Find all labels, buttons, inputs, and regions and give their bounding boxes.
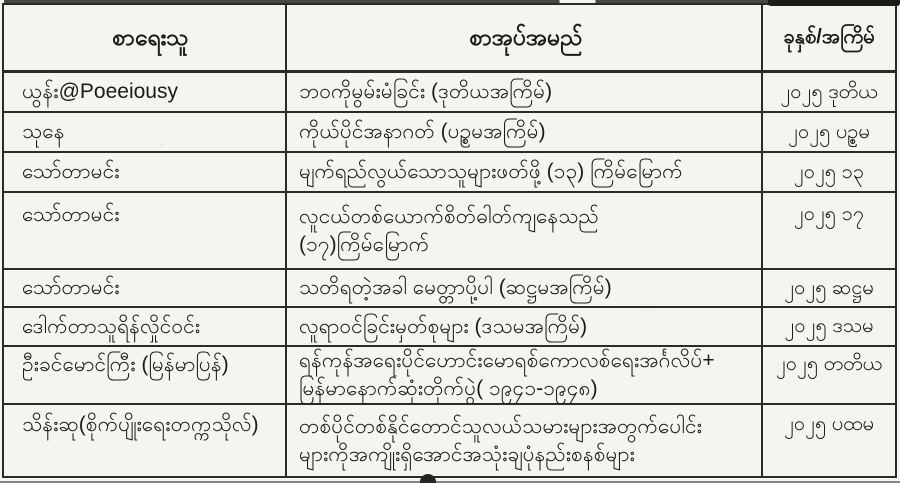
year-edition-cell: ၂၀၂၅ တတိယ [763,347,895,405]
book-title-cell: ရန်ကုန်အရေးပိုင်ဟောင်းမောရစ်ကောလစ်ရေးအင်္ဂလိပ်+ မြန်မာနောက်ဆုံးတိုက်ပွဲ( ၁၉၄၁-၁၉၄၈) [287,347,763,405]
year-edition-cell: ၂၀၂၅ ပထမ [784,413,874,435]
header-year-edition: ခုနှစ်/အကြိမ် [763,5,895,73]
book-title-cell: တစ်ပိုင်တစ်နိုင်တောင်သူလယ်သမားများအတွက်ပေါင်း များကိုအကျိုးရှိအောင်အသုံးချပုံနည်းစနစ်များ [287,405,763,476]
book-title-cell: မျက်ရည်လွယ်သောသူများဖတ်ဖို့ (၁၃) ကြိမ်မြောက် [287,153,763,193]
book-title-cell: လူရာဝင်ခြင်းမှတ်စုများ (ဒသမအကြိမ်) [287,308,763,347]
author-cell: ဒေါက်တာသူရိန်လှိုင်ဝင်း [4,308,287,347]
year-edition-cell: ၂၀၂၅ ၁၇ [763,193,895,270]
author-cell: သုနေ [4,113,287,153]
scan-artifact-top-right-smudge [768,0,900,6]
year-edition-cell: ၂၀၂၅ ပဉ္စမ [763,113,895,153]
book-title-cell: ဘဝကိုမွမ်းမံခြင်း (ဒုတိယအကြိမ်) [287,73,763,113]
header-author: စာရေးသူ [4,5,287,73]
book-title-cell: သတိရတဲ့အခါ မေတ္တာပို့ပါ (ဆဋ္ဌမအကြိမ်) [287,270,763,308]
author-cell: သော်တာမင်း [4,270,287,308]
author-cell: သော်တာမင်း [4,153,287,193]
author-cell: သိန်းဆု(စိုက်ပျိုးရေးတက္ကသိုလ်) [4,405,287,476]
scan-artifact-top-edge [4,0,900,3]
book-title-cell: လူငယ်တစ်ယောက်စိတ်ဓါတ်ကျနေသည် (၁၇)ကြိမ်မြောက် [287,193,763,270]
header-book-title: စာအုပ်အမည် [287,5,763,73]
author-cell: သော်တာမင်း [4,193,287,270]
year-edition-cell: ၂၀၂၅ ဆဋ္ဌမ [763,270,895,308]
book-list-table [2,3,897,478]
book-title-cell: ကိုယ်ပိုင်အနာဂတ် (ပဉ္စမအကြိမ်) [287,113,763,153]
year-edition-cell: ၂၀၂၅ ၁၃ [763,153,895,193]
author-cell: ယွန်း@Poeeiousy [4,73,287,113]
year-edition-cell: ၂၀၂၅ ဒုတိယ [763,73,895,113]
year-edition-cell: ၂၀၂၅ ဒသမ [763,308,895,347]
author-cell: ဦးခင်မောင်ကြီး (မြန်မာပြန်) [4,347,287,405]
